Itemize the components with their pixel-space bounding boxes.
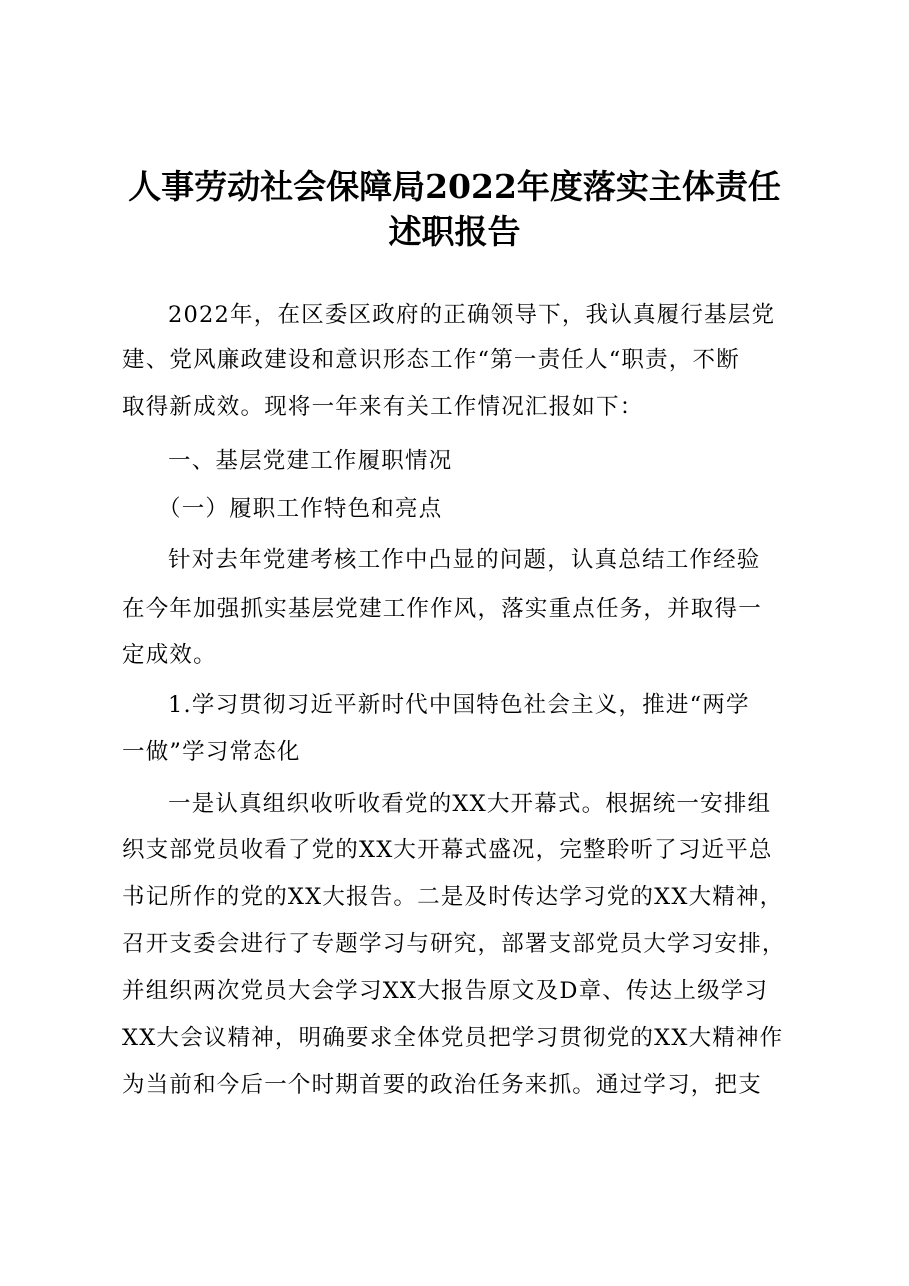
paragraph-line: 取得新成效。现将一年来有关工作情况汇报如下： (122, 394, 644, 420)
item-heading-line: 一做”学习常态化 (122, 739, 301, 765)
document-title-line-1: 人事劳动社会保障局2022年度落实主体责任 (128, 167, 781, 206)
paragraph-line: 2022年，在区委区政府的正确领导下，我认真履行基层党 (168, 302, 776, 328)
paragraph-line: 为当前和今后一个时期首要的政治任务来抓。通过学习，把支 (122, 1072, 762, 1098)
section-heading: 一、基层党建工作履职情况 (168, 448, 453, 474)
paragraph-line: 织支部党员收看了党的XX大开幕式盛况，完整聆听了习近平总 (122, 837, 773, 863)
paragraph-line: 并组织两次党员大会学习XX大报告原文及D章、传达上级学习 (122, 978, 769, 1004)
paragraph-line: 一是认真组织收听收看党的XX大开幕式。根据统一安排组 (168, 791, 772, 817)
paragraph-line: 在今年加强抓实基层党建工作作风，落实重点任务，并取得一 (122, 596, 762, 622)
paragraph-line: 书记所作的党的XX大报告。二是及时传达学习党的XX大精神， (122, 884, 784, 910)
item-heading-line: 1.学习贯彻习近平新时代中国特色社会主义，推进“两学 (168, 692, 750, 718)
paragraph-line: 召开支委会进行了专题学习与研究，部署支部党员大学习安排， (122, 931, 786, 957)
paragraph-line: 定成效。 (122, 642, 217, 668)
paragraph-line: 针对去年党建考核工作中凸显的问题，认真总结工作经验 (168, 547, 761, 573)
document-title-line-2: 述职报告 (388, 212, 521, 251)
paragraph-line: XX大会议精神，明确要求全体党员把学习贯彻党的XX大精神作 (122, 1025, 784, 1051)
paragraph-line: 建、党风廉政建设和意识形态工作“第一责任人“职责，不断 (122, 347, 740, 373)
subsection-heading: （一）履职工作特色和亮点 (158, 496, 443, 522)
